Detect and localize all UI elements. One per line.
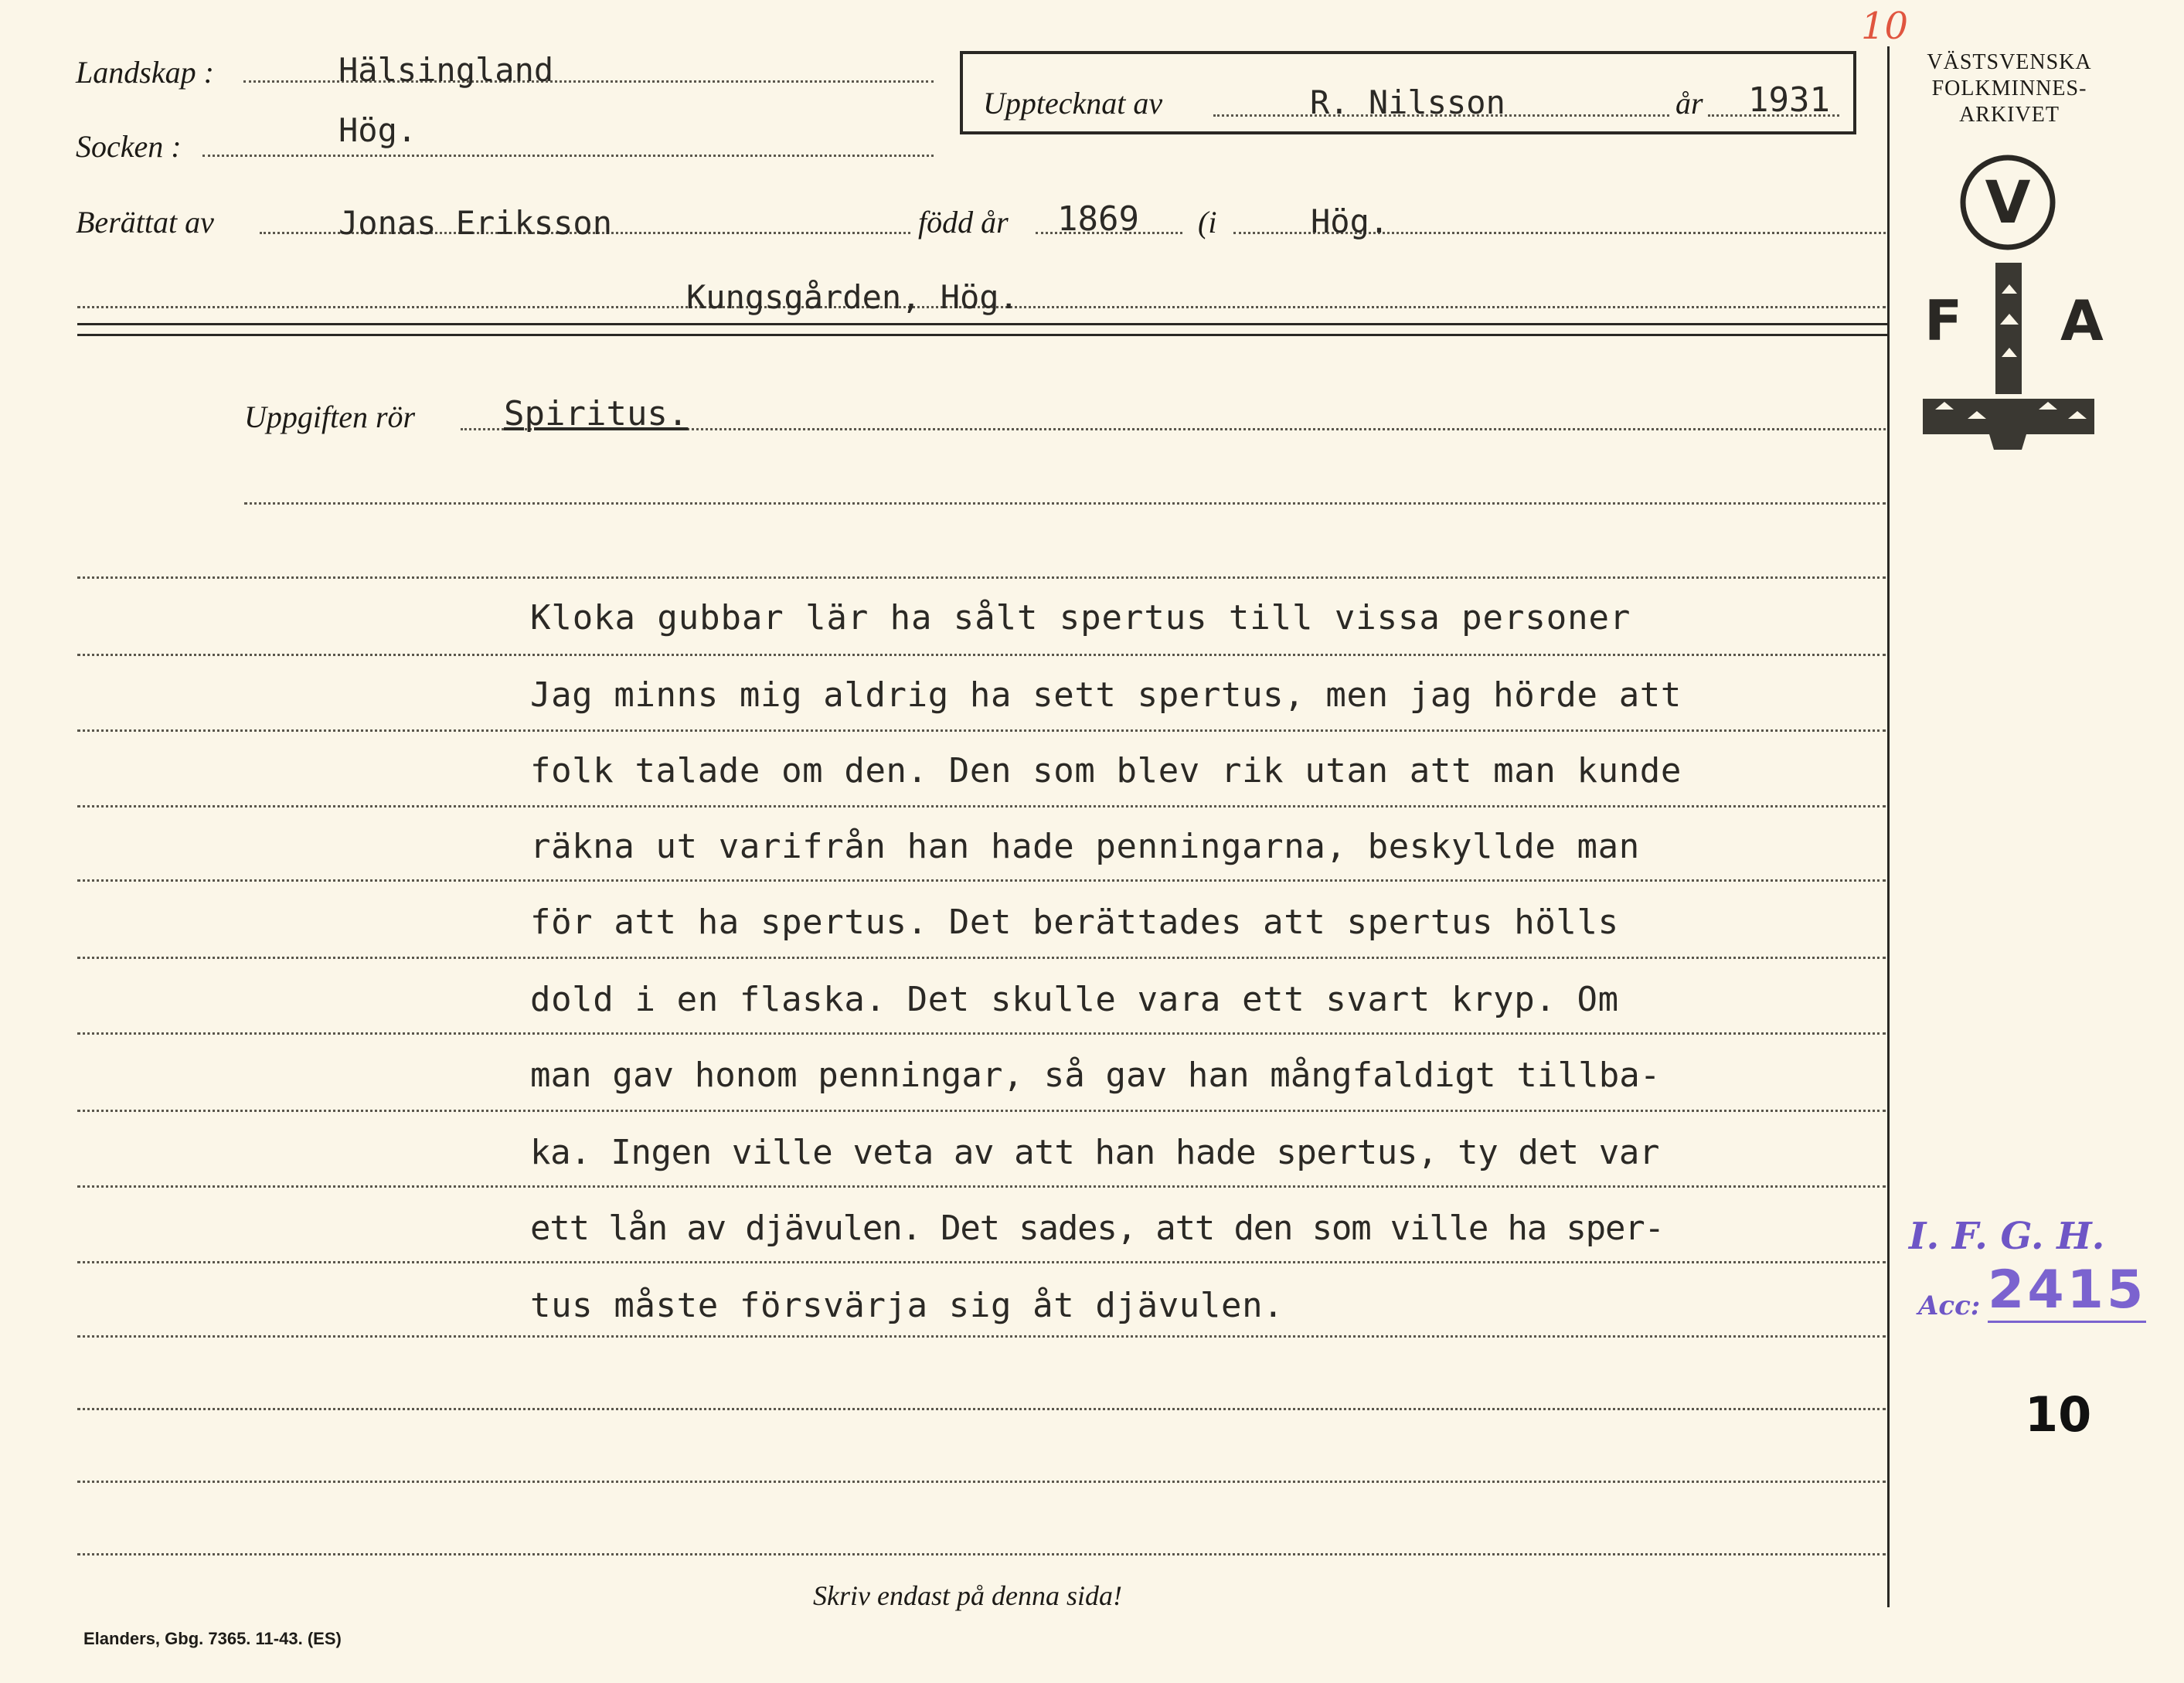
body-line: för att ha spertus. Det berättades att spertus hölls	[530, 903, 1619, 942]
ruled-line	[77, 1481, 1886, 1483]
socken-value: Hög.	[338, 111, 417, 149]
page-number: 10	[2025, 1386, 2092, 1443]
body-line: dold i en flaska. Det skulle vara ett svart kryp. Om	[530, 980, 1619, 1019]
stamp-acc-number: 2415	[1988, 1260, 2146, 1323]
stamp-acc-label: Acc:	[1918, 1290, 1981, 1321]
ruled-line	[77, 805, 1886, 808]
body-line: Jag minns mig aldrig ha sett spertus, men jag hörde att	[530, 675, 1682, 715]
logo-ring-letter: V	[1985, 168, 2031, 236]
ruled-line	[77, 576, 1886, 579]
fodd-value: 1869	[1057, 199, 1139, 239]
ruled-line	[77, 957, 1886, 959]
berattat-value: Jonas Eriksson	[338, 204, 613, 242]
body-line: man gav honom penningar, så gav han mångfaldigt tillba-	[530, 1056, 1661, 1095]
landskap-value: Hälsingland	[338, 51, 554, 89]
header-rule-bottom	[77, 334, 1889, 336]
ruled-line	[77, 729, 1886, 732]
archive-name	[1901, 49, 2118, 128]
footer-instruction: Skriv endast på denna sida!	[813, 1580, 1122, 1611]
ar-label: år	[1675, 86, 1703, 121]
printer-imprint: Elanders, Gbg. 7365. 11-43. (ES)	[83, 1629, 342, 1648]
archive-name-line: FOLKMINNES-	[1931, 76, 2087, 100]
body-line: ka. Ingen ville veta av att han hade spertus, ty det var	[530, 1133, 1660, 1172]
archive-logo-icon	[1909, 147, 2110, 456]
ruled-line	[77, 654, 1886, 656]
body-line: räkna ut varifrån han hade penningarna, beskyllde man	[530, 827, 1640, 866]
ruled-line	[77, 1261, 1886, 1263]
column-divider	[1887, 46, 1890, 1607]
header-rule-top	[77, 323, 1889, 325]
berattat-label: Berättat av	[76, 205, 214, 240]
ruled-line	[77, 1553, 1886, 1556]
body-line: tus måste försvärja sig åt djävulen.	[530, 1286, 1284, 1325]
ruled-line	[244, 502, 1886, 505]
fodd-label: född år	[918, 205, 1009, 240]
subject-label: Uppgiften rör	[244, 400, 416, 434]
archive-name-line: ARKIVET	[1959, 103, 2060, 127]
stamp-initials: I. F. G. H.	[1909, 1215, 2105, 1258]
body-line: ett lån av djävulen. Det sades, att den som ville ha sper-	[530, 1209, 1664, 1248]
ar-value: 1931	[1748, 80, 1830, 120]
body-line: Kloka gubbar lär ha sålt spertus till vissa personer	[530, 598, 1631, 638]
ruled-line	[77, 1335, 1886, 1338]
logo-letter-right: A	[2060, 288, 2104, 353]
subject-value: Spiritus.	[504, 394, 689, 434]
upptecknat-label: Upptecknat av	[983, 86, 1163, 121]
logo-letter-left: F	[1924, 288, 1963, 353]
ruled-line	[77, 1408, 1886, 1410]
margin-note: 10	[1861, 5, 1909, 48]
i-label: (i	[1198, 205, 1217, 240]
ruled-line	[77, 1110, 1886, 1112]
upptecknat-value: R. Nilsson	[1310, 83, 1505, 121]
ruled-line	[77, 879, 1886, 882]
ruled-line	[77, 1185, 1886, 1188]
archive-name-line: VÄSTSVENSKA	[1927, 50, 2092, 74]
body-line: folk talade om den. Den som blev rik utan att man kunde	[530, 751, 1682, 790]
address-value: Kungsgården, Hög.	[686, 278, 1019, 316]
ruled-line	[77, 1032, 1886, 1035]
socken-label: Socken :	[76, 129, 182, 164]
socken-dotted-line	[202, 155, 934, 157]
landskap-label: Landskap :	[76, 55, 214, 90]
i-value: Hög.	[1311, 202, 1390, 240]
